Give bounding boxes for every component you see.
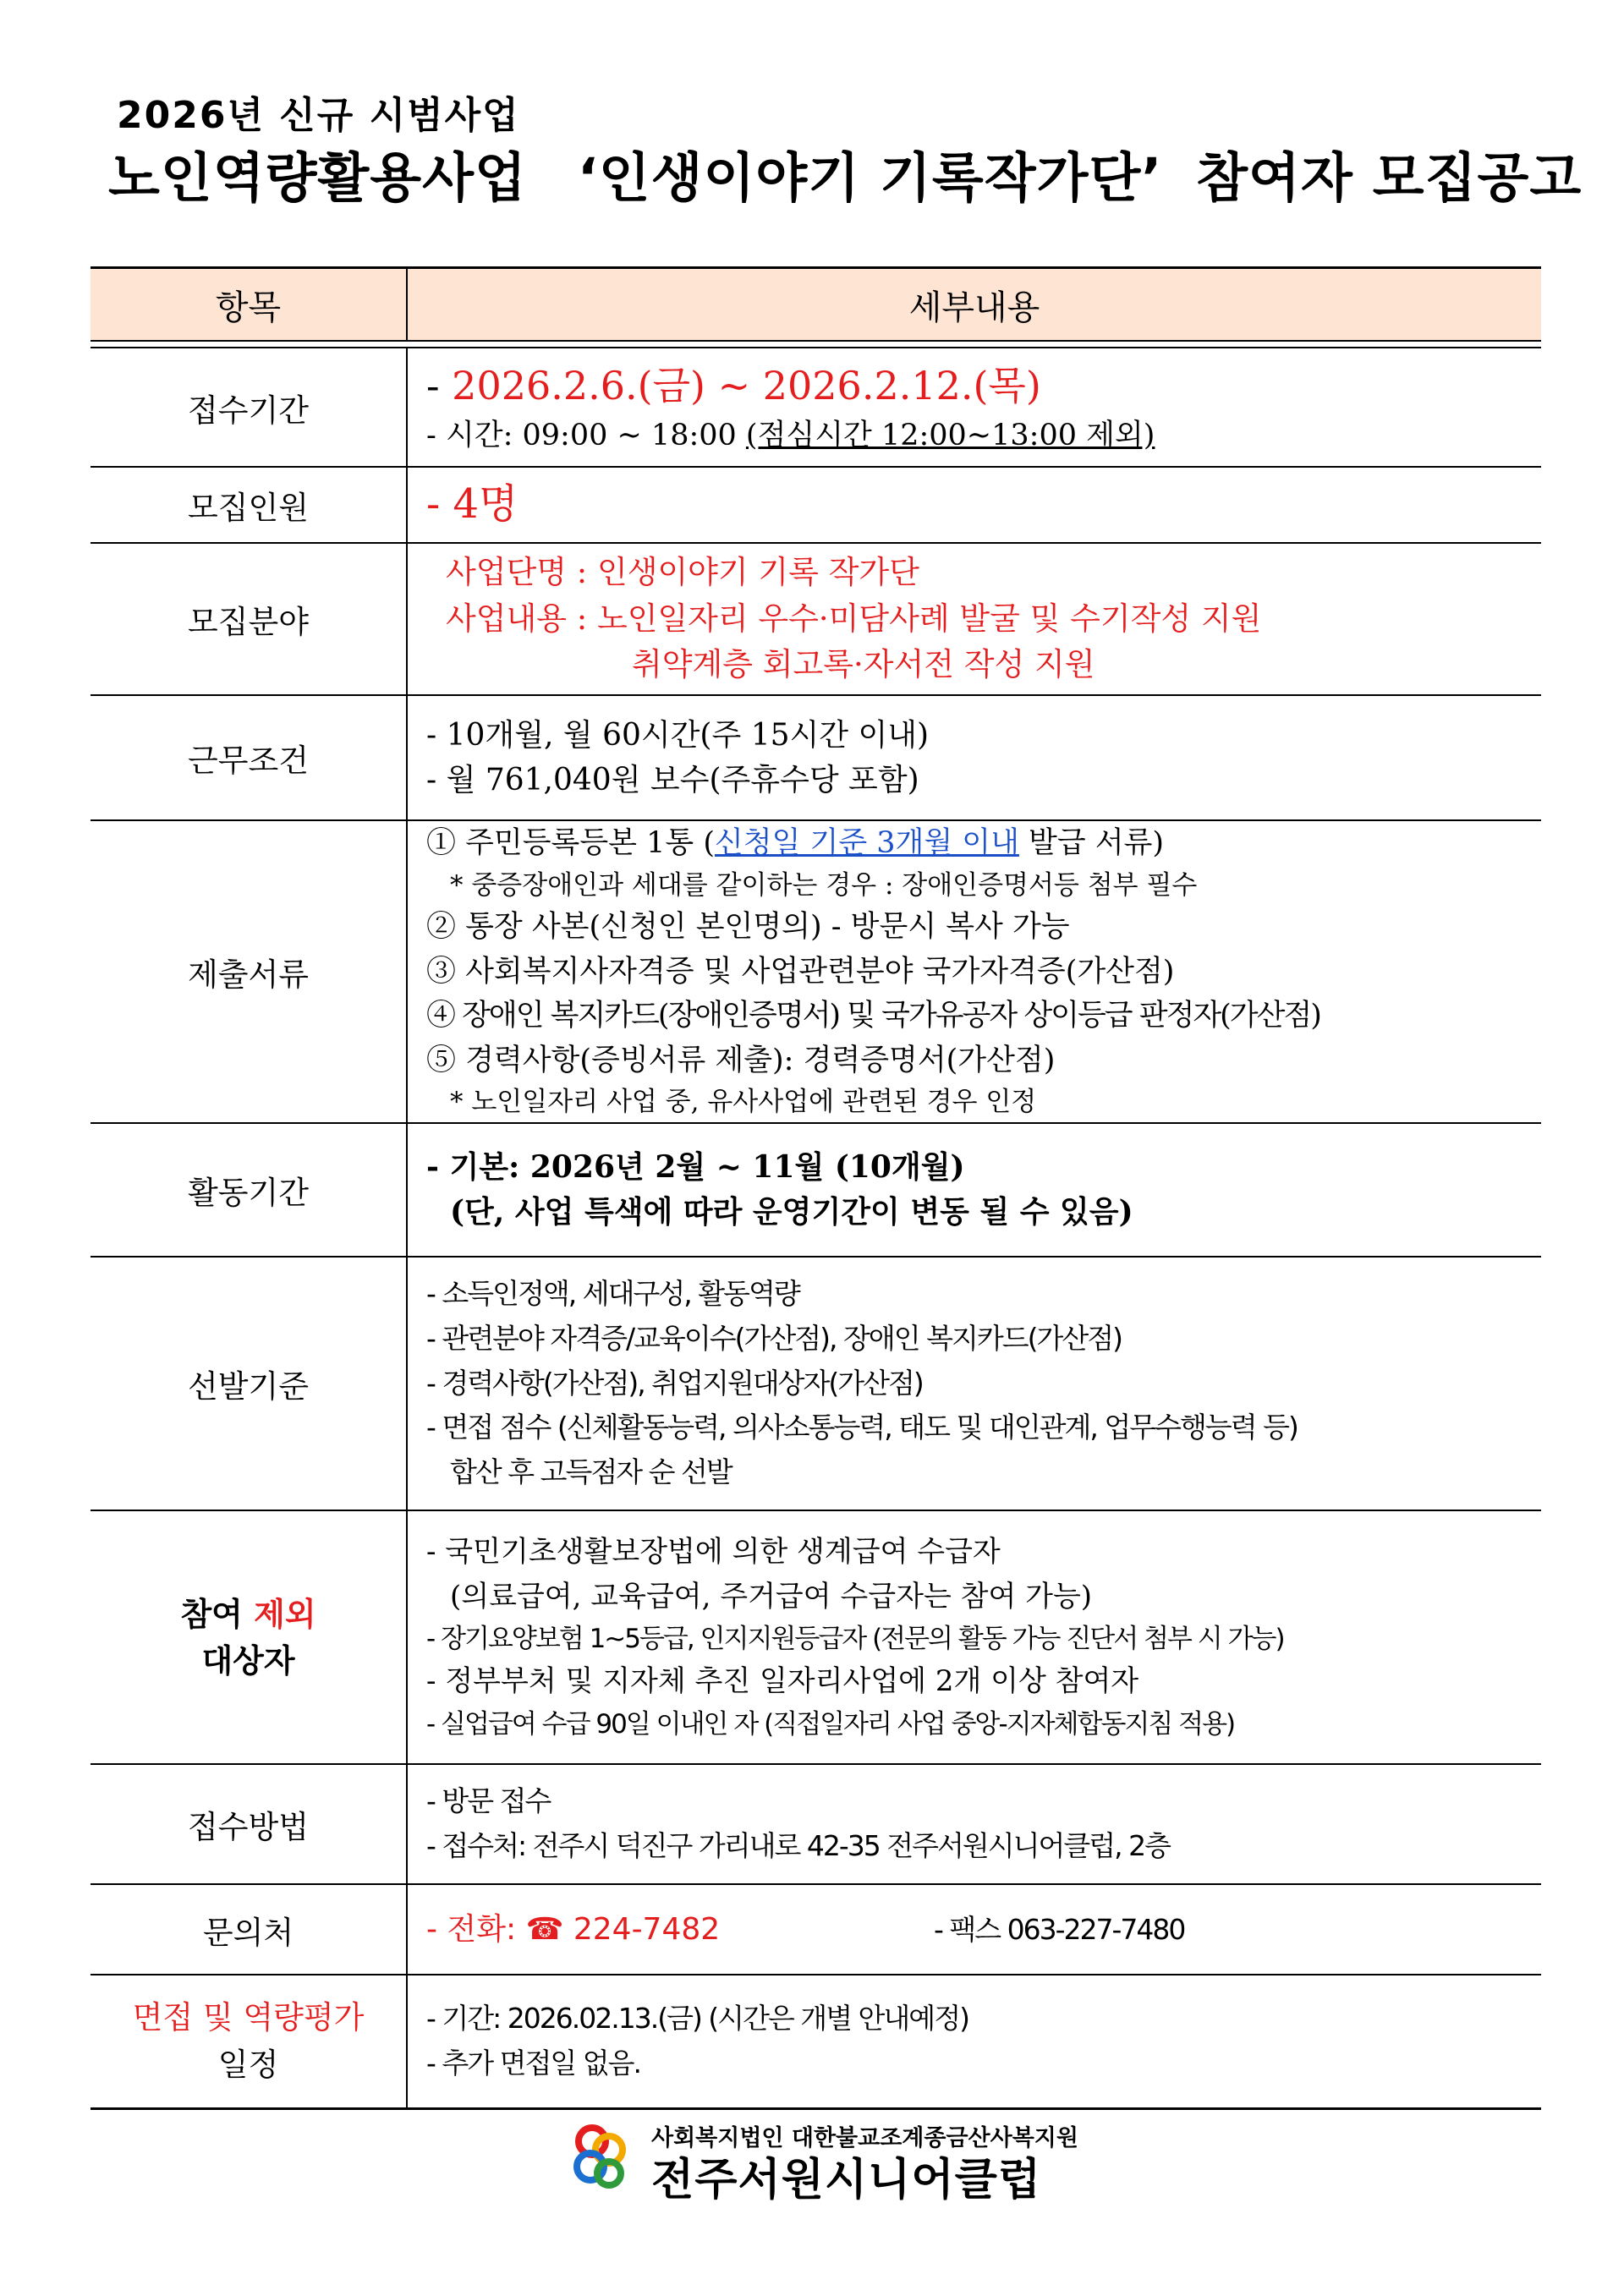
- doc-item1: ① 주민등록등본 1통 (신청일 기준 3개월 이내 발급 서류): [426, 826, 1165, 861]
- row-label-excluded: [91, 1510, 407, 1764]
- row-detail-interview: [407, 1975, 1541, 2108]
- activity-line2: (단, 사업 특색에 따라 운영기간이 변동 될 수 있음): [450, 1194, 1133, 1230]
- doc-item5: ⑤ 경력사항(증빙서류 제출): 경력증명서(가산점): [426, 1043, 1056, 1077]
- excluded-line4: - 정부부처 및 지자체 추진 일자리사업에 2개 이상 참여자: [426, 1664, 1139, 1699]
- conditions-line2: - 월 761,040원 보수(주휴수당 포함): [426, 763, 919, 797]
- doc-item4: ④ 장애인 복지카드(장애인증명서) 및 국가유공자 상이등급 판정자(가산점): [426, 999, 1320, 1033]
- headcount-value: 4명: [453, 480, 518, 529]
- table-header-row: [91, 268, 1541, 342]
- doc-item1-note: * 중증장애인과 세대를 같이하는 경우 : 장애인증명서등 첨부 필수: [450, 869, 1198, 901]
- row-detail-contact: [407, 1884, 1541, 1975]
- field-line2: 사업내용 : 노인일자리 우수·미담사례 발굴 및 수기작성 지원: [446, 600, 1262, 637]
- row-label-interview: [91, 1975, 407, 2108]
- doc-item2: ② 통장 사본(신청인 본인명의) - 방문시 복사 가능: [426, 910, 1070, 945]
- row-detail-period: [407, 348, 1541, 467]
- field-line1: 사업단명 : 인생이야기 기록 작가단: [446, 553, 919, 590]
- selection-line5: 합산 후 고득점자 순 선발: [450, 1455, 732, 1489]
- conditions-line1: - 10개월, 월 60시간(주 15시간 이내): [426, 717, 930, 753]
- row-label-period: 접수기간: [91, 348, 407, 467]
- row-label-contact: 문의처: [91, 1884, 407, 1975]
- subtitle: 2026년 신규 시범사업: [117, 94, 520, 137]
- method-line1: - 방문 접수: [426, 1784, 551, 1818]
- col-header-detail: 세부내용: [407, 268, 1541, 342]
- excluded-label-highlight: 제외: [254, 1594, 316, 1633]
- excluded-line5: - 실업급여 수급 90일 이내인 자 (직접일자리 사업 중앙-지자체합동지침 적용): [426, 1709, 1235, 1740]
- row-method: [91, 1764, 1541, 1884]
- activity-line1: - 기본: 2026년 2월 ~ 11월 (10개월): [426, 1148, 965, 1185]
- title-part1: 노인역량활용사업: [108, 147, 527, 209]
- period-lunch-note: (점심시간 12:00~13:00 제외): [745, 418, 1155, 452]
- title-part2: ‘인생이야기 기록작가단’: [577, 147, 1163, 209]
- row-period: [91, 348, 1541, 467]
- row-label-headcount: 모집인원: [91, 467, 407, 543]
- col-header-item: 항목: [91, 268, 407, 342]
- row-detail-field: [407, 543, 1541, 695]
- row-detail-excluded: [407, 1510, 1541, 1764]
- period-line1: - 2026.2.6.(금) ~ 2026.2.12.(목): [426, 362, 1041, 408]
- row-detail-selection: [407, 1257, 1541, 1510]
- contact-fax: - 팩스 063-227-7480: [934, 1912, 1185, 1946]
- title-part3: 참여자 모집공고: [1196, 147, 1583, 209]
- row-excluded: [91, 1510, 1541, 1764]
- phone-number: 224-7482: [563, 1911, 721, 1947]
- row-label-activity: 활동기간: [91, 1123, 407, 1257]
- footer-org: [567, 2114, 1159, 2206]
- row-interview: [91, 1975, 1541, 2108]
- row-detail-activity: [407, 1123, 1541, 1257]
- excluded-line1: - 국민기초생활보장법에 의한 생계급여 수급자: [426, 1534, 1001, 1569]
- excluded-label-line2: 대상자: [201, 1641, 295, 1680]
- excluded-line3: - 장기요양보험 1~5등급, 인지지원등급자 (전문의 활동 가능 진단서 첨부 시 가능): [426, 1624, 1284, 1655]
- row-conditions: [91, 695, 1541, 820]
- row-detail-documents: [407, 820, 1541, 1123]
- method-line2: - 접수처: 전주시 덕진구 가리내로 42-35 전주서원시니어클럽, 2층: [426, 1829, 1171, 1862]
- notice-table: [91, 266, 1541, 2110]
- excluded-label-line1: 참여 제외: [180, 1594, 316, 1633]
- period-line2: - 시간: 09:00 ~ 18:00 (점심시간 12:00~13:00 제외): [426, 418, 1155, 452]
- row-headcount: [91, 467, 1541, 543]
- field-line3: 취약계층 회고록·자서전 작성 지원: [632, 646, 1095, 683]
- row-detail-headcount: [407, 467, 1541, 543]
- doc-item1-highlight: 신청일 기준 3개월 이내: [714, 826, 1019, 861]
- page-title: [108, 135, 1582, 212]
- interview-label-line1: 면접 및 역량평가: [132, 1999, 365, 2036]
- row-label-selection: 선발기준: [91, 1257, 407, 1510]
- period-dates: 2026.2.6.(금) ~ 2026.2.12.(목): [452, 362, 1041, 408]
- interview-line2: - 추가 면접일 없음.: [426, 2046, 641, 2080]
- excluded-line2: (의료급여, 교육급여, 주거급여 수급자는 참여 가능): [450, 1579, 1093, 1614]
- doc-item5-note: * 노인일자리 사업 중, 유사사업에 관련된 경우 인정: [450, 1087, 1037, 1118]
- row-activity: [91, 1123, 1541, 1257]
- row-selection: [91, 1257, 1541, 1510]
- selection-line4: - 면접 점수 (신체활동능력, 의사소통능력, 태도 및 대인관계, 업무수행능력 등): [426, 1411, 1298, 1444]
- org-parent-name: 사회복지법인 대한불교조계종금산사복지원: [651, 2125, 1078, 2151]
- row-documents: [91, 820, 1541, 1123]
- interview-label-line2: 일정: [217, 2046, 279, 2083]
- org-logo-icon: [567, 2123, 634, 2190]
- row-contact: [91, 1884, 1541, 1975]
- row-detail-method: [407, 1764, 1541, 1884]
- phone-icon: ☎: [525, 1911, 564, 1947]
- row-label-documents: 제출서류: [91, 820, 407, 1123]
- selection-line1: - 소득인정액, 세대구성, 활동역량: [426, 1277, 799, 1310]
- row-label-conditions: 근무조건: [91, 695, 407, 820]
- row-label-field: 모집분야: [91, 543, 407, 695]
- headcount-value-line: - 4명: [426, 480, 518, 529]
- selection-line3: - 경력사항(가산점), 취업지원대상자(가산점): [426, 1366, 923, 1400]
- row-label-method: 접수방법: [91, 1764, 407, 1884]
- selection-line2: - 관련분야 자격증/교육이수(가산점), 장애인 복지카드(가산점): [426, 1321, 1122, 1355]
- contact-phone: - 전화: ☎ 224-7482: [426, 1911, 721, 1947]
- doc-item3: ③ 사회복지사자격증 및 사업관련분야 국가자격증(가산점): [426, 954, 1175, 989]
- row-detail-conditions: [407, 695, 1541, 820]
- row-field: [91, 543, 1541, 695]
- interview-line1: - 기간: 2026.02.13.(금) (시간은 개별 안내예정): [426, 2001, 968, 2035]
- org-name: 전주서원시니어클럽: [651, 2155, 1042, 2206]
